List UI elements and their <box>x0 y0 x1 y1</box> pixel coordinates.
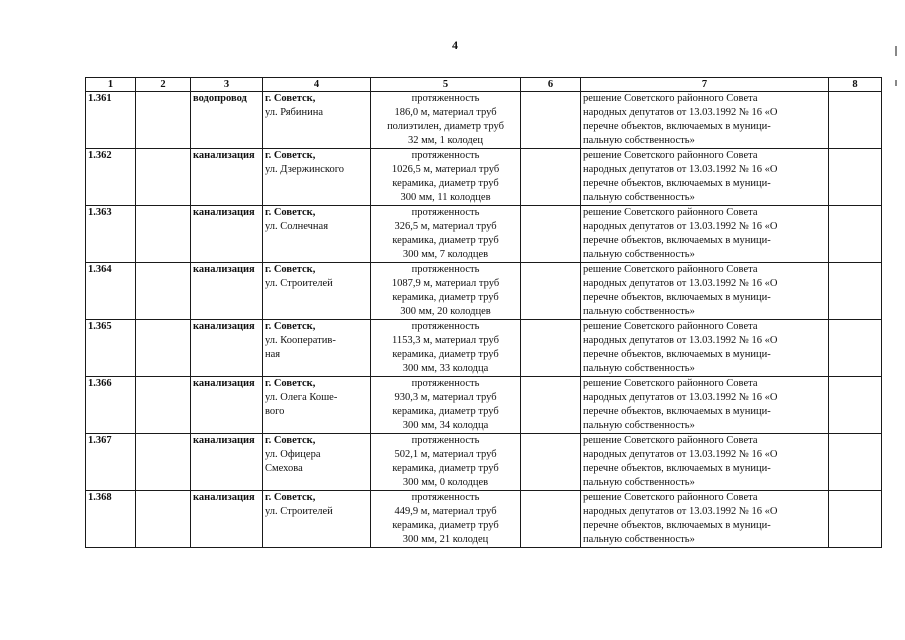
cell-col8 <box>829 263 882 320</box>
ownership-basis-line: пальную собственность» <box>583 363 695 374</box>
cell-col2 <box>136 320 191 377</box>
object-type: канализация <box>191 149 263 206</box>
object-address-line: г. Советск, <box>265 150 316 161</box>
cell-col8 <box>829 320 882 377</box>
object-address-line: г. Советск, <box>265 207 316 218</box>
object-address-line: ул. Солнечная <box>265 221 329 232</box>
column-header-6: 6 <box>521 78 581 92</box>
ownership-basis-line: перечне объектов, включаемых в муници- <box>583 235 771 246</box>
object-address <box>263 377 371 434</box>
ownership-basis-line: решение Советского районного Совета <box>583 93 758 104</box>
object-description <box>371 491 521 548</box>
ownership-basis <box>581 206 829 263</box>
object-description <box>371 320 521 377</box>
ownership-basis-line: народных депутатов от 13.03.1992 № 16 «О <box>583 335 778 346</box>
cell-col8 <box>829 206 882 263</box>
cell-col6 <box>521 149 581 206</box>
object-address-line: г. Советск, <box>265 435 316 446</box>
cell-col6 <box>521 491 581 548</box>
object-description-line: 1026,5 м, материал труб <box>391 164 500 175</box>
ownership-basis-line: народных депутатов от 13.03.1992 № 16 «О <box>583 278 778 289</box>
cell-col8 <box>829 434 882 491</box>
ownership-basis-line: пальную собственность» <box>583 249 695 260</box>
ownership-basis-line: перечне объектов, включаемых в муници- <box>583 520 771 531</box>
column-header-2: 2 <box>136 78 191 92</box>
object-description <box>371 263 521 320</box>
ownership-basis-line: пальную собственность» <box>583 192 695 203</box>
object-address <box>263 434 371 491</box>
ownership-basis-line: народных депутатов от 13.03.1992 № 16 «О <box>583 107 778 118</box>
object-description <box>371 377 521 434</box>
ownership-basis <box>581 434 829 491</box>
object-address-line: г. Советск, <box>265 321 316 332</box>
object-address-line: ул. Кооператив- <box>265 335 336 346</box>
table-body <box>86 92 882 548</box>
ownership-basis-line: пальную собственность» <box>583 306 695 317</box>
row-number: 1.364 <box>86 263 136 320</box>
table-row <box>86 92 882 149</box>
object-type: канализация <box>191 434 263 491</box>
object-description-line: протяженность <box>411 150 480 161</box>
object-description <box>371 149 521 206</box>
object-address <box>263 92 371 149</box>
ownership-basis-line: перечне объектов, включаемых в муници- <box>583 406 771 417</box>
row-number: 1.368 <box>86 491 136 548</box>
object-type: канализация <box>191 263 263 320</box>
table-header-row <box>86 78 882 92</box>
object-description-line: протяженность <box>411 435 480 446</box>
ownership-basis <box>581 491 829 548</box>
object-description-line: 300 мм, 7 колодцев <box>402 249 489 260</box>
cell-col6 <box>521 206 581 263</box>
table-row <box>86 377 882 434</box>
object-address-line: г. Советск, <box>265 378 316 389</box>
ownership-basis <box>581 320 829 377</box>
object-description-line: протяженность <box>411 492 480 503</box>
object-description-line: 300 мм, 20 колодцев <box>400 306 491 317</box>
ownership-basis-line: перечне объектов, включаемых в муници- <box>583 178 771 189</box>
cell-col8 <box>829 491 882 548</box>
cell-col2 <box>136 377 191 434</box>
cell-col2 <box>136 149 191 206</box>
cell-col2 <box>136 263 191 320</box>
object-type: канализация <box>191 491 263 548</box>
object-description-line: 186,0 м, материал труб <box>394 107 497 118</box>
ownership-basis-line: решение Советского районного Совета <box>583 378 758 389</box>
object-description-line: керамика, диаметр труб <box>392 235 499 246</box>
cell-col6 <box>521 320 581 377</box>
cell-col8 <box>829 149 882 206</box>
object-description-line: керамика, диаметр труб <box>392 349 499 360</box>
object-type: канализация <box>191 206 263 263</box>
column-header-5: 5 <box>371 78 521 92</box>
scan-edge-mark <box>895 46 897 56</box>
cell-col8 <box>829 377 882 434</box>
object-description-line: протяженность <box>411 378 480 389</box>
ownership-basis-line: пальную собственность» <box>583 420 695 431</box>
ownership-basis-line: народных депутатов от 13.03.1992 № 16 «О <box>583 392 778 403</box>
object-description <box>371 206 521 263</box>
object-description-line: 300 мм, 33 колодца <box>402 363 489 374</box>
column-header-8: 8 <box>829 78 882 92</box>
ownership-basis <box>581 149 829 206</box>
object-description-line: 1087,9 м, материал труб <box>391 278 500 289</box>
object-address <box>263 263 371 320</box>
ownership-basis-line: перечне объектов, включаемых в муници- <box>583 121 771 132</box>
object-description-line: 1153,3 м, материал труб <box>392 335 499 346</box>
row-number: 1.362 <box>86 149 136 206</box>
ownership-basis-line: народных депутатов от 13.03.1992 № 16 «О <box>583 164 778 175</box>
cell-col6 <box>521 92 581 149</box>
object-description <box>371 92 521 149</box>
object-address <box>263 320 371 377</box>
object-description-line: протяженность <box>411 93 480 104</box>
ownership-basis <box>581 92 829 149</box>
object-address-line: ная <box>265 349 281 360</box>
object-type: канализация <box>191 377 263 434</box>
ownership-basis-line: решение Советского районного Совета <box>583 207 758 218</box>
table-row <box>86 149 882 206</box>
object-type: водопровод <box>191 92 263 149</box>
object-address-line: г. Советск, <box>265 264 316 275</box>
ownership-basis-line: народных депутатов от 13.03.1992 № 16 «О <box>583 506 778 517</box>
ownership-basis-line: пальную собственность» <box>583 135 695 146</box>
object-description-line: протяженность <box>411 321 480 332</box>
cell-col2 <box>136 491 191 548</box>
ownership-basis-line: пальную собственность» <box>583 477 695 488</box>
object-address-line: г. Советск, <box>265 93 316 104</box>
column-header-1: 1 <box>86 78 136 92</box>
row-number: 1.363 <box>86 206 136 263</box>
ownership-basis-line: пальную собственность» <box>583 534 695 545</box>
object-description-line: 930,3 м, материал труб <box>394 392 497 403</box>
object-address <box>263 206 371 263</box>
object-address-line: ул. Строителей <box>265 506 333 517</box>
object-description-line: 502,1 м, материал труб <box>394 449 497 460</box>
object-description-line: 300 мм, 21 колодец <box>402 534 489 545</box>
ownership-basis-line: перечне объектов, включаемых в муници- <box>583 292 771 303</box>
ownership-basis-line: перечне объектов, включаемых в муници- <box>583 349 771 360</box>
table-row <box>86 491 882 548</box>
object-address-line: вого <box>265 406 285 417</box>
ownership-basis <box>581 263 829 320</box>
column-header-7: 7 <box>581 78 829 92</box>
object-description-line: керамика, диаметр труб <box>392 463 499 474</box>
cell-col2 <box>136 92 191 149</box>
object-description-line: протяженность <box>411 264 480 275</box>
object-description-line: 300 мм, 34 колодца <box>402 420 489 431</box>
ownership-basis-line: решение Советского районного Совета <box>583 492 758 503</box>
object-description-line: керамика, диаметр труб <box>392 520 499 531</box>
object-description-line: протяженность <box>411 207 480 218</box>
object-description-line: 326,5 м, материал труб <box>394 221 497 232</box>
row-number: 1.367 <box>86 434 136 491</box>
table-row <box>86 206 882 263</box>
cell-col2 <box>136 434 191 491</box>
ownership-basis-line: народных депутатов от 13.03.1992 № 16 «О <box>583 221 778 232</box>
table-row <box>86 434 882 491</box>
object-description-line: полиэтилен, диаметр труб <box>387 121 504 132</box>
object-address-line: г. Советск, <box>265 492 316 503</box>
object-type: канализация <box>191 320 263 377</box>
object-address <box>263 149 371 206</box>
table-row <box>86 263 882 320</box>
cell-col6 <box>521 434 581 491</box>
ownership-basis-line: перечне объектов, включаемых в муници- <box>583 463 771 474</box>
cell-col2 <box>136 206 191 263</box>
object-description-line: керамика, диаметр труб <box>392 406 499 417</box>
scan-edge-mark <box>895 80 897 86</box>
row-number: 1.365 <box>86 320 136 377</box>
object-address-line: ул. Рябинина <box>265 107 324 118</box>
row-number: 1.361 <box>86 92 136 149</box>
object-description-line: 300 мм, 0 колодцев <box>402 477 489 488</box>
object-address-line: ул. Строителей <box>265 278 333 289</box>
ownership-basis <box>581 377 829 434</box>
object-description-line: керамика, диаметр труб <box>392 178 499 189</box>
page-number: 4 <box>452 38 458 52</box>
row-number: 1.366 <box>86 377 136 434</box>
ownership-basis-line: решение Советского районного Совета <box>583 435 758 446</box>
object-address <box>263 491 371 548</box>
object-description-line: 32 мм, 1 колодец <box>407 135 484 146</box>
ownership-basis-line: решение Советского районного Совета <box>583 321 758 332</box>
object-address-line: ул. Дзержинского <box>265 164 345 175</box>
object-description-line: керамика, диаметр труб <box>392 292 499 303</box>
cell-col8 <box>829 92 882 149</box>
column-header-3: 3 <box>191 78 263 92</box>
object-address-line: ул. Олега Коше- <box>265 392 338 403</box>
object-description-line: 449,9 м, материал труб <box>394 506 497 517</box>
object-address-line: Смехова <box>265 463 303 474</box>
cell-col6 <box>521 263 581 320</box>
column-header-4: 4 <box>263 78 371 92</box>
ownership-basis-line: решение Советского районного Совета <box>583 264 758 275</box>
registry-table <box>85 77 882 548</box>
ownership-basis-line: решение Советского районного Совета <box>583 150 758 161</box>
cell-col6 <box>521 377 581 434</box>
object-description <box>371 434 521 491</box>
object-description-line: 300 мм, 11 колодцев <box>400 192 491 203</box>
table-row <box>86 320 882 377</box>
ownership-basis-line: народных депутатов от 13.03.1992 № 16 «О <box>583 449 778 460</box>
object-address-line: ул. Офицера <box>265 449 321 460</box>
